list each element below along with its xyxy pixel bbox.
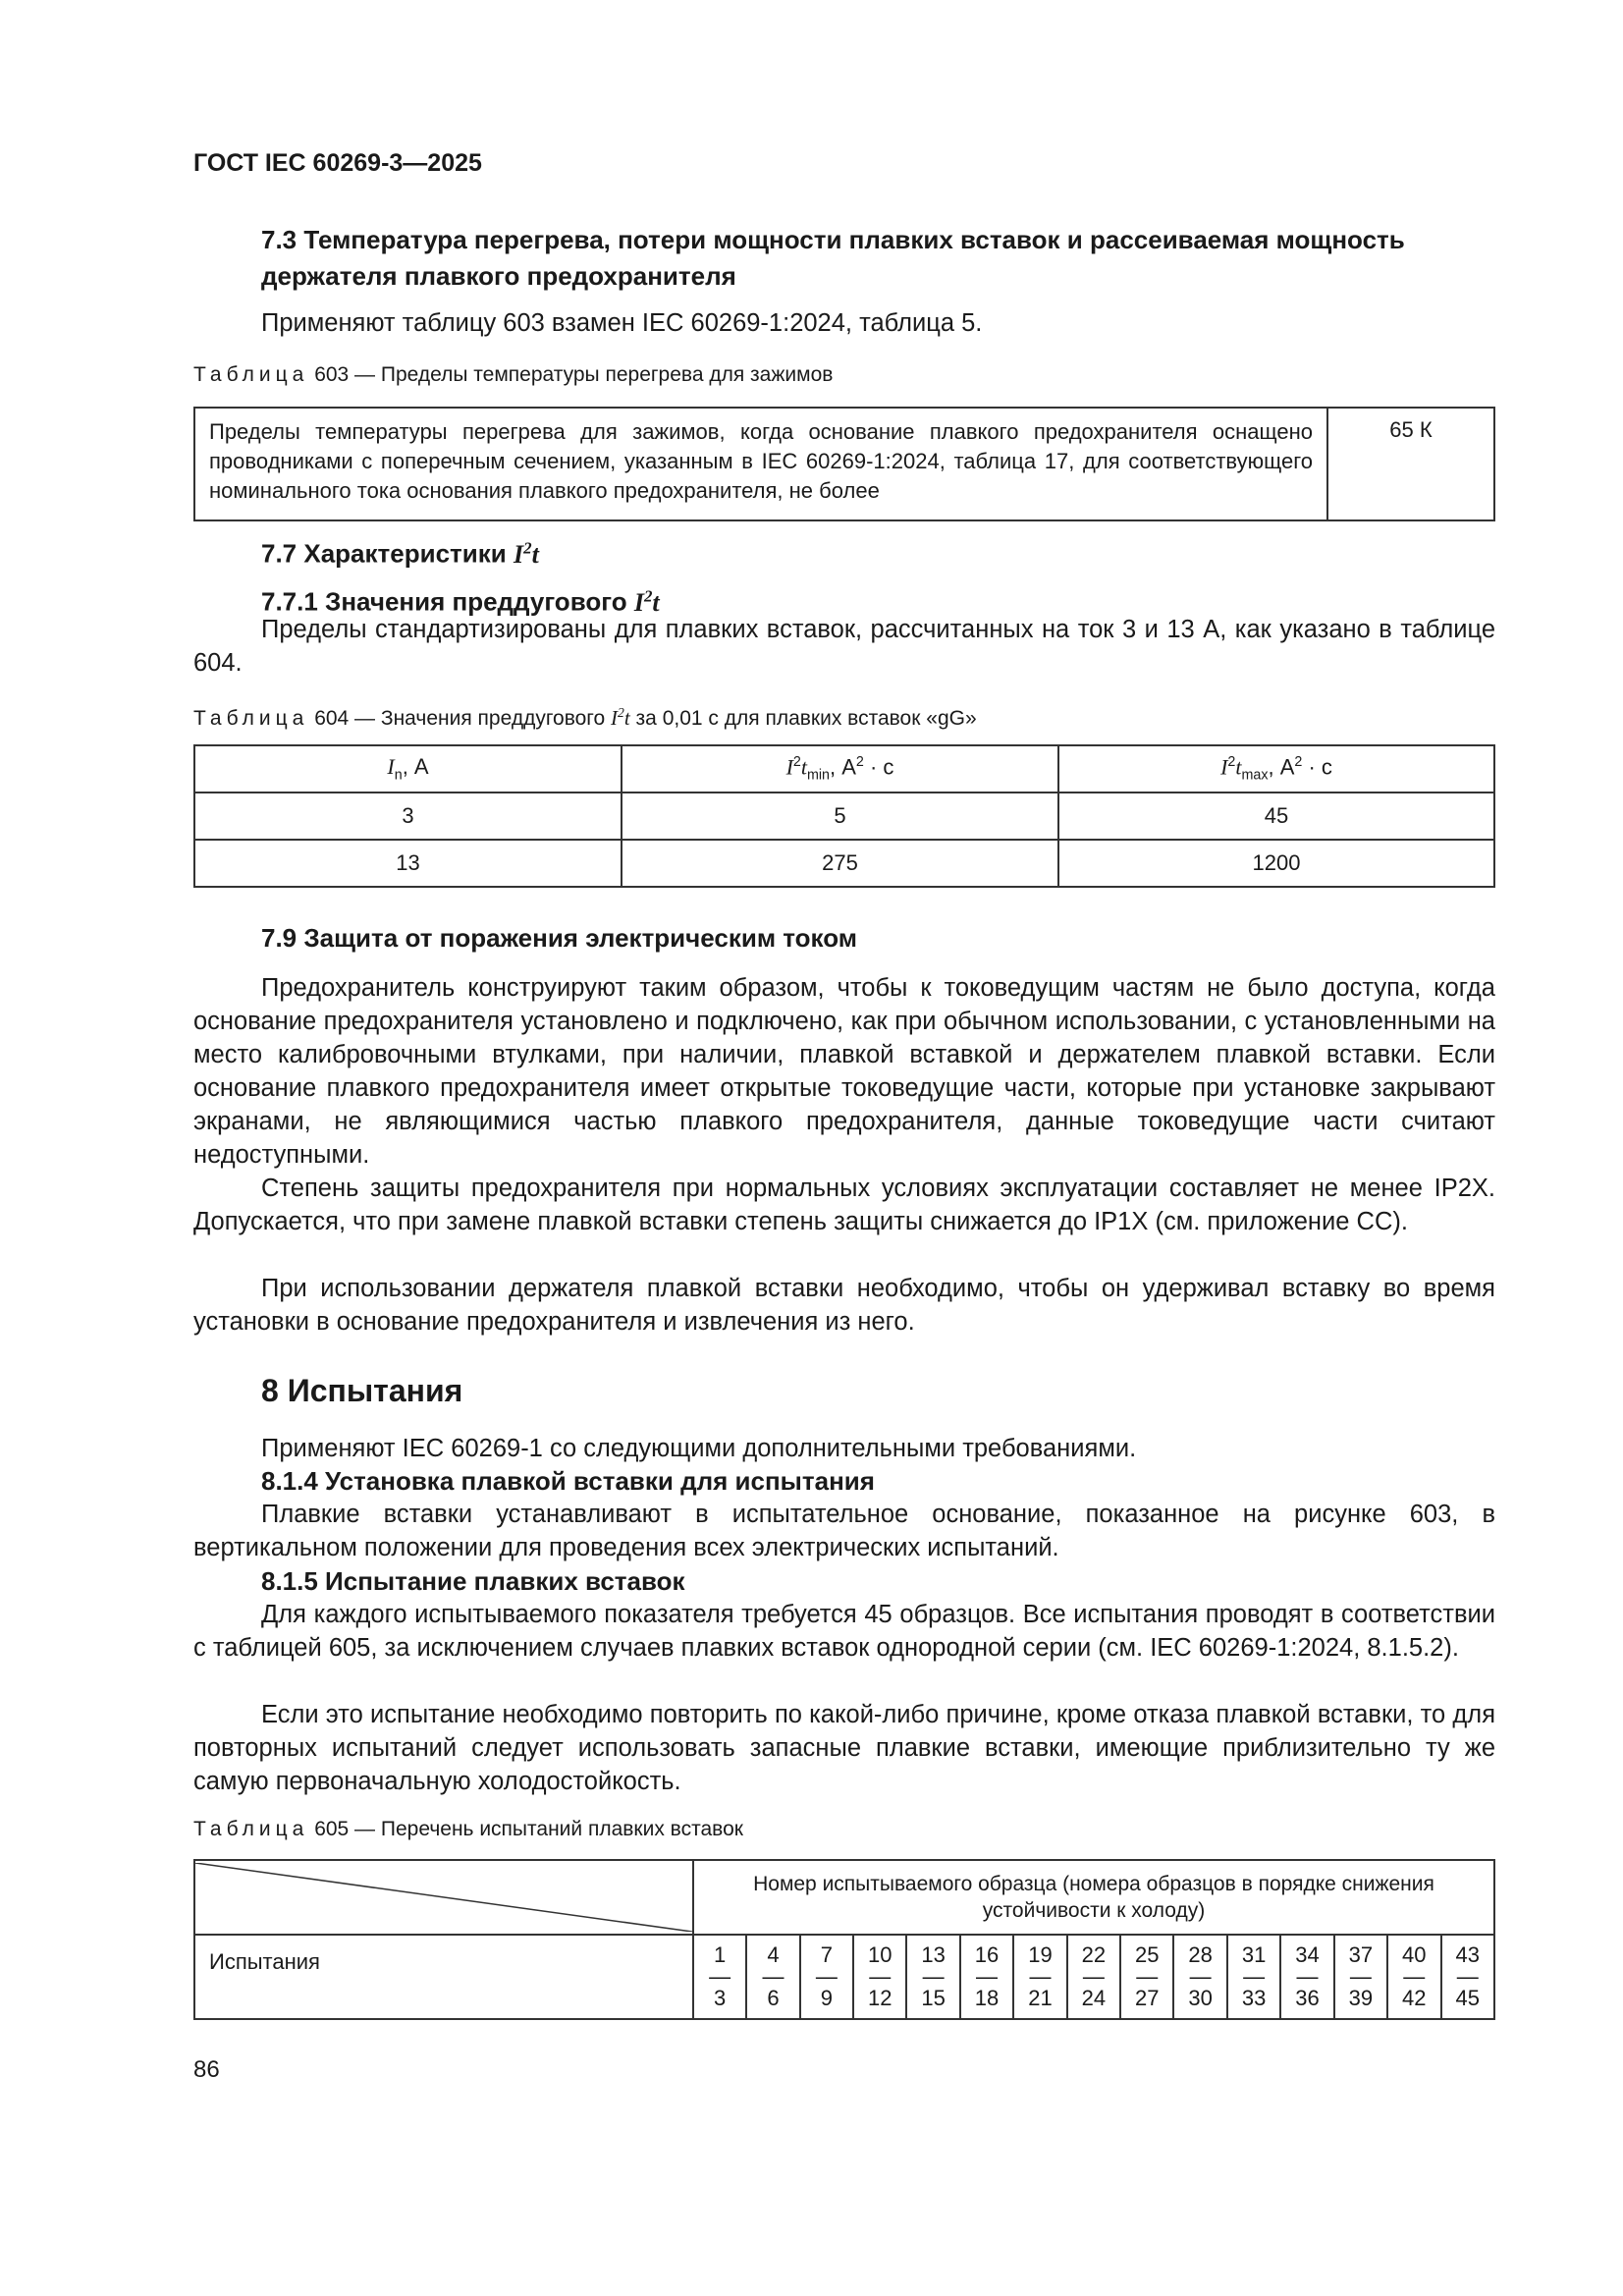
- section-7-3-title-line1: 7.3 Температура перегрева, потери мощности плавких вставок и рассеиваемая мощность: [261, 225, 1405, 254]
- table-row: [194, 408, 1494, 520]
- column-header-i2t-max: $I^2t_{max}$, $А^2 \cdot с$: [1058, 745, 1494, 793]
- range-end: 9: [820, 1986, 833, 2010]
- range-dash: —: [815, 1964, 838, 1989]
- section-8-1-5-paragraph-1: Для каждого испытываемого показателя требуется 45 образцов. Все испытания проводят в соответствии с таблицей 605, за исключением случаев плавких вставок однородной серии (см. IEC 60269-1:2024, 8.1.5.2).: [193, 1601, 1495, 1662]
- table-header-row: [194, 745, 1494, 793]
- range-start: 31: [1241, 1942, 1267, 1967]
- sample-range-cell: [1280, 1935, 1333, 2019]
- table-603: [193, 407, 1495, 521]
- symbol-i: I: [514, 539, 524, 569]
- column-header-in: $I_n$, А: [194, 745, 622, 793]
- range-start: 40: [1402, 1942, 1427, 1967]
- range-end: 15: [921, 1986, 946, 2010]
- range-end: 12: [867, 1986, 893, 2010]
- sample-range-cell: [1227, 1935, 1280, 2019]
- table-603-value-cell: 65 К: [1327, 408, 1494, 520]
- symbol-t: t: [531, 539, 539, 569]
- table-604-caption: [193, 705, 977, 731]
- range-dash: —: [762, 1964, 784, 1989]
- range-dash: —: [1403, 1964, 1426, 1989]
- range-dash: —: [1029, 1964, 1052, 1989]
- sample-range-cell: [906, 1935, 959, 2019]
- sample-range-cell: [746, 1935, 799, 2019]
- range-end: 45: [1455, 1986, 1480, 2010]
- table-header-row: [194, 1860, 1494, 1935]
- table-604-caption-text-a: 604 — Значения преддугового: [314, 707, 606, 730]
- sample-range-cell: [1067, 1935, 1120, 2019]
- table-605: [193, 1859, 1495, 2020]
- table-605-caption-text: 605 — Перечень испытаний плавких вставок: [314, 1818, 743, 1840]
- diagonal-line: [195, 1863, 692, 1932]
- range-start: 4: [767, 1942, 780, 1967]
- section-7-9-heading: 7.9 Защита от поражения электрическим током: [261, 923, 858, 953]
- table-603-description-cell: Пределы температуры перегрева для зажимов, когда основание плавкого предохранителя оснащено проводниками с поперечным сечением, указанным в IEC 60269-1:2024, таблица 17, для соответствующего номинального тока основания плавкого предохранителя, не более: [194, 408, 1327, 520]
- symbol-t: t: [652, 587, 660, 617]
- range-dash: —: [922, 1964, 945, 1989]
- section-7-9-paragraph-3: При использовании держателя плавкой вставки необходимо, чтобы он удерживал вставку во время установки в основание предохранителя и извлечения из него.: [193, 1275, 1495, 1336]
- sample-range-cell: [960, 1935, 1013, 2019]
- table-603-caption-word: Таблица: [193, 363, 309, 386]
- section-7-9-paragraph-2: Степень защиты предохранителя при нормальных условиях эксплуатации составляет не менее IP2X. Допускается, что при замене плавкой вставки степень защиты снижается до IP1X (см. приложение СС).: [193, 1175, 1495, 1235]
- section-7-7-1-title: 7.7.1 Значения преддугового: [261, 586, 627, 617]
- range-start: 28: [1188, 1942, 1213, 1967]
- range-dash: —: [709, 1964, 731, 1989]
- range-dash: —: [869, 1964, 892, 1989]
- range-start: 7: [820, 1942, 833, 1967]
- range-dash: —: [1189, 1964, 1212, 1989]
- range-dash: —: [1243, 1964, 1266, 1989]
- table-604: [193, 744, 1495, 888]
- range-start: 25: [1135, 1942, 1160, 1967]
- range-end: 24: [1081, 1986, 1107, 2010]
- section-8-1-5-paragraph-2: Если это испытание необходимо повторить по какой-либо причине, кроме отказа плавкой вставки, то для повторных испытаний следует использовать запасные плавкие вставки, имеющие приблизительно ту же самую первоначальную холодостойкость.: [193, 1701, 1495, 1795]
- range-end: 3: [714, 1986, 727, 2010]
- sample-range-cell: [853, 1935, 906, 2019]
- table-603-caption-text: 603 — Пределы температуры перегрева для зажимов: [314, 363, 834, 386]
- diagonal-corner-cell: [194, 1860, 693, 1935]
- sample-range-cell: [800, 1935, 853, 2019]
- sample-range-cell: [1334, 1935, 1387, 2019]
- range-start: 10: [867, 1942, 893, 1967]
- sample-range-cell: [693, 1935, 746, 2019]
- symbol-i: I: [633, 587, 644, 617]
- table-605-caption-word: Таблица: [193, 1818, 309, 1840]
- section-8-1-4-heading: 8.1.4 Установка плавкой вставки для испытания: [261, 1466, 875, 1496]
- range-dash: —: [1296, 1964, 1319, 1989]
- cell-min: 5: [622, 793, 1058, 840]
- sample-range-cell: [1441, 1935, 1495, 2019]
- sample-range-cell: [1013, 1935, 1066, 2019]
- range-start: 19: [1028, 1942, 1053, 1967]
- table-605-caption: [193, 1818, 743, 1841]
- range-end: 39: [1348, 1986, 1374, 2010]
- section-8-1-5-heading: 8.1.5 Испытание плавких вставок: [261, 1566, 685, 1596]
- range-dash: —: [1349, 1964, 1372, 1989]
- range-dash: —: [1136, 1964, 1159, 1989]
- range-dash: —: [976, 1964, 999, 1989]
- cell-in: 3: [194, 793, 622, 840]
- range-end: 6: [767, 1986, 780, 2010]
- table-row: [194, 840, 1494, 887]
- cell-max: 45: [1058, 793, 1494, 840]
- range-start: 16: [974, 1942, 1000, 1967]
- range-end: 21: [1028, 1986, 1053, 2010]
- column-header-i2t-min: $I^2t_{min}$, $А^2 \cdot с$: [622, 745, 1058, 793]
- table-604-caption-text-b: за 0,01 с для плавких вставок «gG»: [635, 707, 977, 730]
- section-7-7-title: 7.7 Характеристики: [261, 538, 507, 569]
- range-end: 33: [1241, 1986, 1267, 2010]
- section-7-3-title-line2: держателя плавкого предохранителя: [261, 261, 736, 291]
- section-8-paragraph: Применяют IEC 60269-1 со следующими дополнительными требованиями.: [261, 1435, 1137, 1462]
- cell-in: 13: [194, 840, 622, 887]
- range-start: 34: [1295, 1942, 1320, 1967]
- i2t-symbol: [514, 540, 539, 569]
- range-start: 37: [1348, 1942, 1374, 1967]
- range-start: 1: [714, 1942, 727, 1967]
- sample-number-header: Номер испытываемого образца (номера образцов в порядке снижения устойчивости к холоду): [693, 1860, 1494, 1935]
- section-7-9-paragraph-1: Предохранитель конструируют таким образом, чтобы к токоведущим частям не было доступа, когда основание предохранителя установлено и подключено, как при обычном использовании, с установленными на место калибровочными втулками, при наличии, плавкой вставкой и держателем плавкой вставки. Если основание плавкого предохранителя имеет открытые токоведущие части, которые при установке закрывают экранами, не являющимися частью плавкого предохранителя, данные токоведущие части считают недоступными.: [193, 974, 1495, 1169]
- section-8-1-4-paragraph: Плавкие вставки устанавливают в испытательное основание, показанное на рисунке 603, в вертикальном положении для проведения всех электрических испытаний.: [193, 1501, 1495, 1561]
- row-label-tests: Испытания: [194, 1935, 693, 2019]
- table-row: [194, 793, 1494, 840]
- range-start: 13: [921, 1942, 946, 1967]
- range-start: 22: [1081, 1942, 1107, 1967]
- symbol-sup: 2: [523, 538, 532, 557]
- range-end: 30: [1188, 1986, 1213, 2010]
- symbol-sup: 2: [643, 586, 653, 605]
- cell-max: 1200: [1058, 840, 1494, 887]
- page-number: 86: [193, 2056, 220, 2083]
- range-end: 36: [1295, 1986, 1320, 2010]
- range-end: 27: [1135, 1986, 1160, 2010]
- range-dash: —: [1082, 1964, 1105, 1989]
- sample-range-cell: [1120, 1935, 1173, 2019]
- range-end: 18: [974, 1986, 1000, 2010]
- i2t-symbol: $I^2t$: [611, 705, 630, 730]
- sample-range-cell: [1173, 1935, 1226, 2019]
- cell-min: 275: [622, 840, 1058, 887]
- table-row: [194, 1935, 1494, 2019]
- section-7-7-1-paragraph: Пределы стандартизированы для плавких вставок, рассчитанных на ток 3 и 13 А, как указано в таблице 604.: [193, 616, 1495, 677]
- section-7-3-paragraph: Применяют таблицу 603 взамен IEC 60269-1:2024, таблица 5.: [261, 309, 983, 337]
- table-603-caption: [193, 363, 833, 387]
- section-7-3-heading: [261, 222, 1498, 295]
- document-header: ГОСТ IEC 60269-3—2025: [193, 149, 482, 177]
- section-8-heading: 8 Испытания: [261, 1373, 463, 1408]
- section-7-7-heading: [261, 529, 539, 573]
- table-604-caption-word: Таблица: [193, 707, 309, 730]
- range-dash: —: [1456, 1964, 1479, 1989]
- sample-range-cell: [1387, 1935, 1440, 2019]
- range-start: 43: [1455, 1942, 1480, 1967]
- range-end: 42: [1402, 1986, 1427, 2010]
